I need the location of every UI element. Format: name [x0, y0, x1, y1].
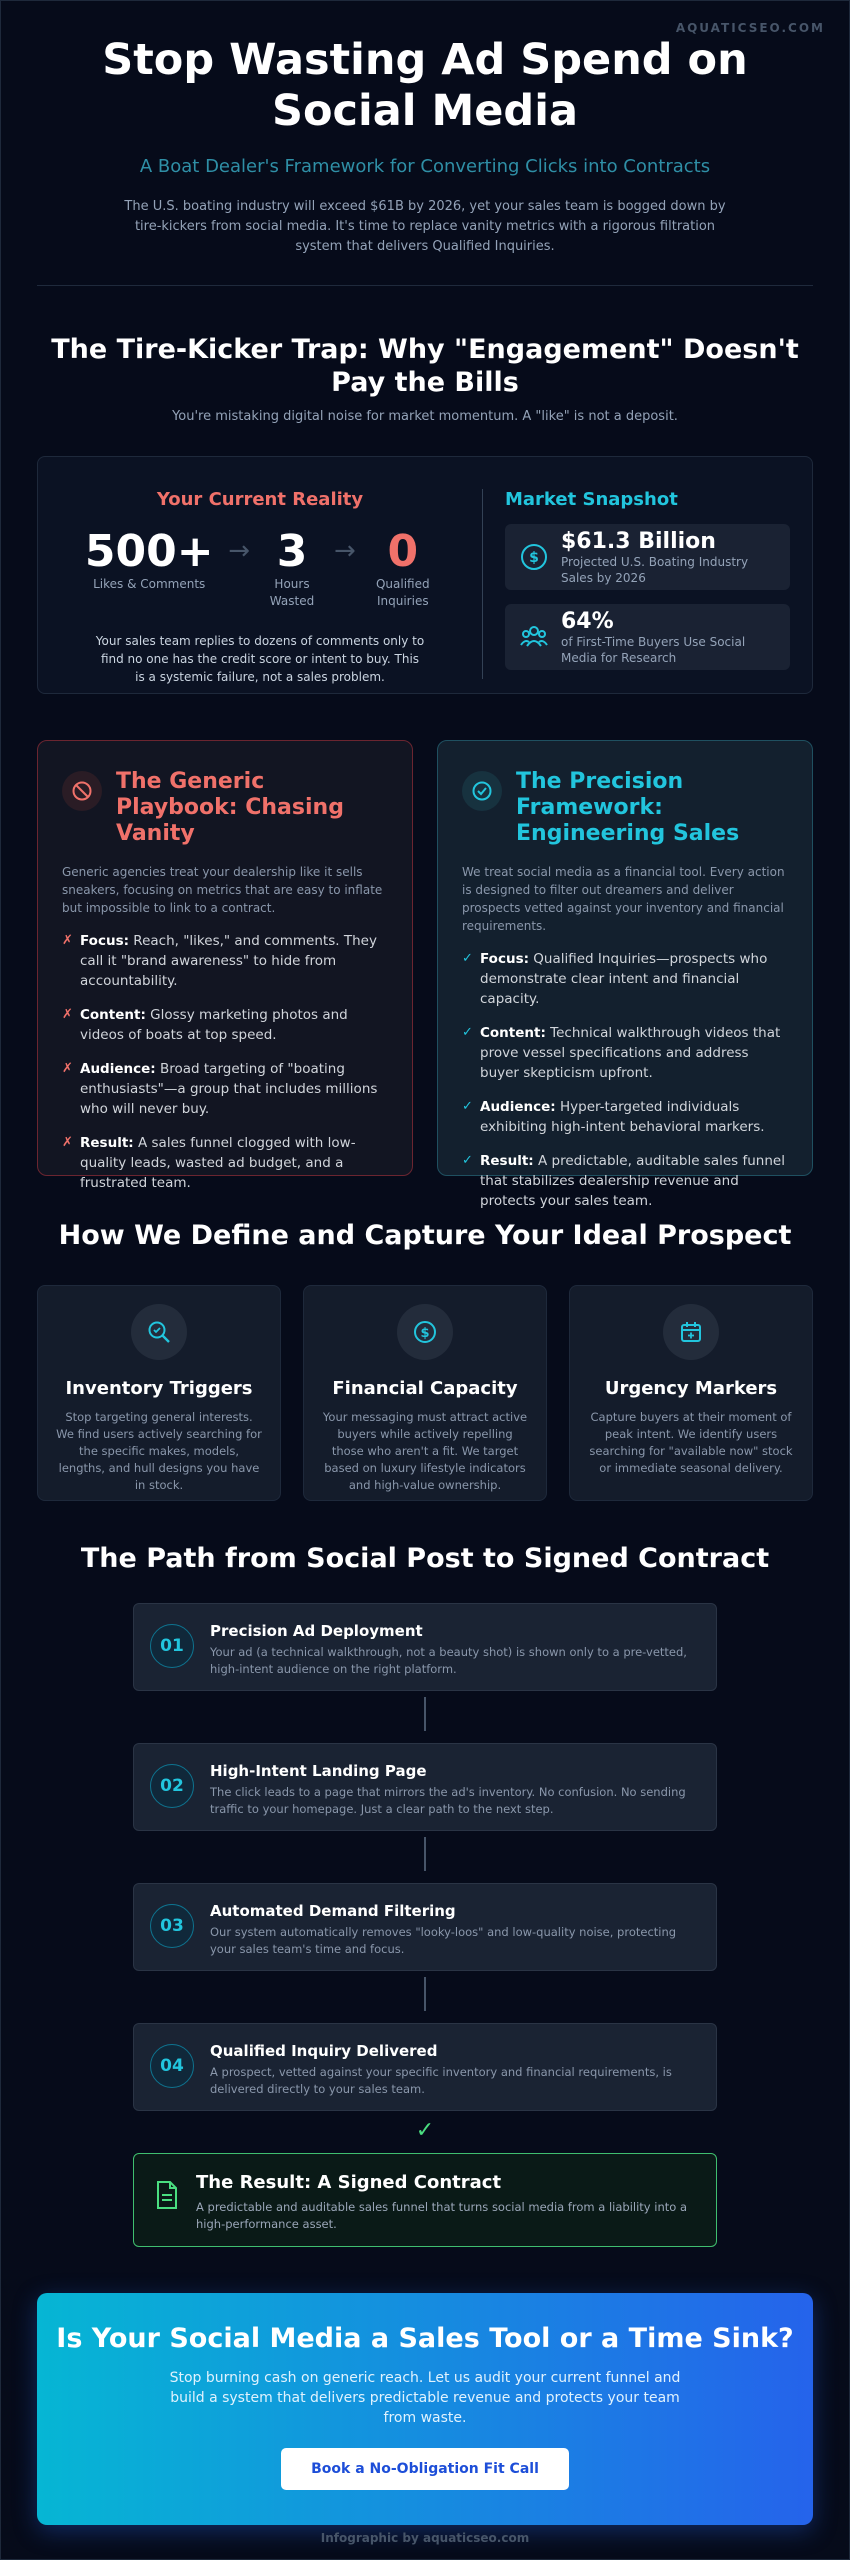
card-description: Generic agencies treat your dealership like it sells sneakers, focusing on metrics that are easy to inflate but impossible to link to a contract.	[62, 865, 383, 916]
step-number: 02	[150, 1764, 194, 1808]
list-item	[62, 931, 388, 991]
prospect-pillars	[37, 1285, 813, 1501]
point-key: Audience:	[480, 1099, 556, 1116]
footer-credit: Infographic by aquaticseo.com	[320, 2531, 530, 2545]
cta-title: Is Your Social Media a Sales Tool or a Time Sink?	[56, 2323, 794, 2355]
snapshot-item	[505, 524, 790, 590]
trap-subtitle: You're mistaking digital noise for market momentum. A "like" is not a deposit.	[172, 409, 678, 425]
step-text: Your ad (a technical walkthrough, not a beauty shot) is shown only to a pre-vetted, high-intent audience on the right platform.	[210, 1645, 687, 1677]
framework-points	[462, 949, 788, 1211]
result-title: The Result: A Signed Contract	[196, 2172, 502, 2194]
step-number: 03	[150, 1904, 194, 1948]
list-item	[62, 1005, 388, 1045]
pillar-text: Capture buyers at their moment of peak intent. We identify users searching for "available now" stock or immediate seasonal delivery.	[589, 1409, 793, 1475]
compare-section	[37, 740, 813, 1210]
list-item	[462, 1097, 788, 1137]
pillar-title: Financial Capacity	[332, 1377, 518, 1399]
step-title: Automated Demand Filtering	[210, 1902, 456, 1921]
stat-label: Likes & Comments	[93, 577, 206, 592]
card-header	[462, 769, 788, 847]
trap-section	[1, 286, 849, 694]
step-title: Qualified Inquiry Delivered	[210, 2042, 438, 2061]
step-connector	[424, 1977, 426, 2023]
step-text: A prospect, vetted against your specific inventory and financial requirements, is delivered directly to your sales team.	[210, 2065, 672, 2097]
snapshot-heading: Market Snapshot	[505, 489, 678, 511]
path-steps	[133, 1603, 717, 2247]
step-card	[133, 1603, 717, 1691]
step-connector	[424, 1697, 426, 1743]
pillar-title: Urgency Markers	[604, 1377, 778, 1399]
snapshot-value: 64%	[561, 608, 614, 634]
playbook-points	[62, 931, 388, 1193]
svg-text:$: $	[529, 550, 539, 567]
check-icon: ✓	[462, 1025, 473, 1041]
step-card	[133, 1883, 717, 1971]
pillar-urgency	[569, 1285, 813, 1501]
reality-note: Your sales team replies to dozens of comments only to find no one has the credit score or intent to buy. This is a systemic failure, not a sales problem.	[95, 634, 425, 685]
stat-inquiries	[370, 528, 436, 610]
result-card	[133, 2153, 717, 2247]
search-dollar-icon	[131, 1304, 187, 1360]
pillar-financial	[303, 1285, 547, 1501]
arrow-right-icon: →	[334, 536, 356, 567]
x-icon: ✗	[62, 1135, 73, 1151]
point-key: Audience:	[80, 1061, 156, 1078]
step-title: Precision Ad Deployment	[210, 1622, 423, 1641]
point-key: Focus:	[480, 951, 529, 968]
check-icon: ✓	[462, 1153, 473, 1169]
path-title: The Path from Social Post to Signed Contract	[80, 1542, 770, 1574]
stat-value: 3	[276, 526, 308, 578]
svg-text:$: $	[420, 1325, 430, 1341]
calendar-icon	[663, 1304, 719, 1360]
reality-heading: Your Current Reality	[156, 489, 364, 511]
card-description: We treat social media as a financial tool. Every action is designed to filter out dreamers and deliver prospects vetted against your inventory and financial requirements.	[462, 865, 785, 934]
point-key: Focus:	[80, 933, 129, 950]
snapshot-item	[505, 604, 790, 670]
arrow-right-icon: →	[228, 536, 250, 567]
point-key: Content:	[80, 1007, 146, 1024]
stat-value: 0	[387, 526, 419, 578]
point-key: Result:	[80, 1135, 134, 1152]
pillar-title: Inventory Triggers	[65, 1377, 253, 1399]
dollar-circle-icon	[397, 1304, 453, 1360]
x-icon: ✗	[62, 1061, 73, 1077]
snapshot-label: of First-Time Buyers Use Social Media for Research	[561, 634, 746, 665]
list-item	[62, 1059, 388, 1119]
brand-tag: AQUATICSEO.COM	[675, 21, 825, 35]
page-subtitle: A Boat Dealer's Framework for Converting Clicks into Contracts	[139, 156, 711, 178]
card-divider	[482, 489, 483, 679]
hero-section	[1, 1, 849, 257]
cta-text: Stop burning cash on generic reach. Let us audit your current funnel and build a system that delivers predictable revenue and protects your team from waste.	[169, 2370, 681, 2427]
check-circle-icon	[462, 771, 502, 811]
list-item	[62, 1133, 388, 1193]
path-section	[1, 1501, 849, 2247]
hero-intro: The U.S. boating industry will exceed $61B by 2026, yet your sales team is bogged down by tire-kickers from social media. It's time to replace vanity metrics with a rigorous filtration system that delivers Qualified Inquiries.	[124, 199, 726, 255]
pillar-inventory	[37, 1285, 281, 1501]
step-title: High-Intent Landing Page	[210, 1762, 427, 1781]
point-text: A sales funnel clogged with low-quality leads, wasted ad budget, and a frustrated team.	[80, 1135, 356, 1192]
stat-hours	[264, 528, 320, 610]
pillar-text: Your messaging must attract active buyers while actively repelling those who aren't a fit. We target based on luxury lifestyle indicators and high-value ownership.	[322, 1409, 528, 1492]
x-icon: ✗	[62, 933, 73, 949]
step-text: The click leads to a page that mirrors the ad's inventory. No confusion. No sending traffic to your homepage. Just a clear path to the next step.	[210, 1785, 686, 1817]
stat-likes	[84, 528, 214, 593]
point-text: A predictable, auditable sales funnel that stabilizes dealership revenue and protects your sales team.	[480, 1153, 785, 1210]
precision-framework-card	[437, 740, 813, 1210]
step-card	[133, 1743, 717, 1831]
step-text: Our system automatically removes "looky-loos" and low-quality noise, protecting your sales team's time and focus.	[210, 1925, 677, 1957]
step-number: 01	[150, 1624, 194, 1668]
check-icon: ✓	[462, 951, 473, 967]
point-text: Broad targeting of "boating enthusiasts"—a group that includes millions who will never buy.	[80, 1061, 378, 1118]
list-item	[462, 949, 788, 1009]
dollar-icon	[519, 542, 549, 572]
ban-icon	[62, 771, 102, 811]
reality-stats	[60, 528, 460, 610]
point-text: Technical walkthrough videos that prove vessel specifications and address buyer skepticism upfront.	[480, 1025, 781, 1082]
snapshot-value: $61.3 Billion	[561, 528, 716, 554]
prospect-title: How We Define and Capture Your Ideal Prospect	[58, 1220, 792, 1252]
point-text: Hyper-targeted individuals exhibiting high-intent behavioral markers.	[480, 1099, 765, 1136]
check-icon: ✓	[415, 2118, 435, 2144]
list-item	[462, 1151, 788, 1211]
users-icon	[519, 622, 549, 652]
generic-playbook-card	[37, 740, 413, 1192]
book-call-button[interactable]: Book a No-Obligation Fit Call	[281, 2448, 569, 2490]
stat-value: 500+	[84, 526, 214, 578]
x-icon: ✗	[62, 1007, 73, 1023]
stat-label: Qualified Inquiries	[375, 577, 430, 609]
snapshot-label: Projected U.S. Boating Industry Sales by 2026	[561, 554, 749, 585]
card-header	[62, 769, 388, 847]
point-text: Qualified Inquiries—prospects who demonstrate clear intent and financial capacity.	[480, 951, 768, 1008]
pillar-text: Stop targeting general interests. We find users actively searching for the specific makes, models, lengths, and hull designs you have in stock.	[56, 1409, 262, 1492]
step-card	[133, 2023, 717, 2111]
market-snapshot	[505, 479, 790, 671]
point-text: Reach, "likes," and comments. They call it "brand awareness" to hide from accountability.	[80, 933, 377, 990]
result-text: A predictable and auditable sales funnel that turns social media from a liability into a high-performance asset.	[196, 2200, 688, 2232]
prospect-section	[1, 1176, 849, 1500]
point-key: Content:	[480, 1025, 546, 1042]
current-reality	[60, 479, 460, 685]
trap-title: The Tire-Kicker Trap: Why "Engagement" Doesn't Pay the Bills	[51, 334, 799, 398]
step-number: 04	[150, 2044, 194, 2088]
document-icon	[152, 2180, 182, 2210]
card-title: The Generic Playbook: Chasing Vanity	[116, 769, 344, 847]
cta-section	[37, 2293, 813, 2525]
check-icon: ✓	[462, 1099, 473, 1115]
reality-card	[37, 456, 813, 694]
point-text: Glossy marketing photos and videos of boats at top speed.	[80, 1007, 348, 1044]
list-item	[462, 1023, 788, 1083]
step-connector	[424, 1837, 426, 1883]
stat-label: Hours Wasted	[269, 577, 315, 609]
point-key: Result:	[480, 1153, 534, 1170]
page-title: Stop Wasting Ad Spend on Social Media	[102, 35, 748, 136]
card-title: The Precision Framework: Engineering Sales	[516, 769, 740, 847]
